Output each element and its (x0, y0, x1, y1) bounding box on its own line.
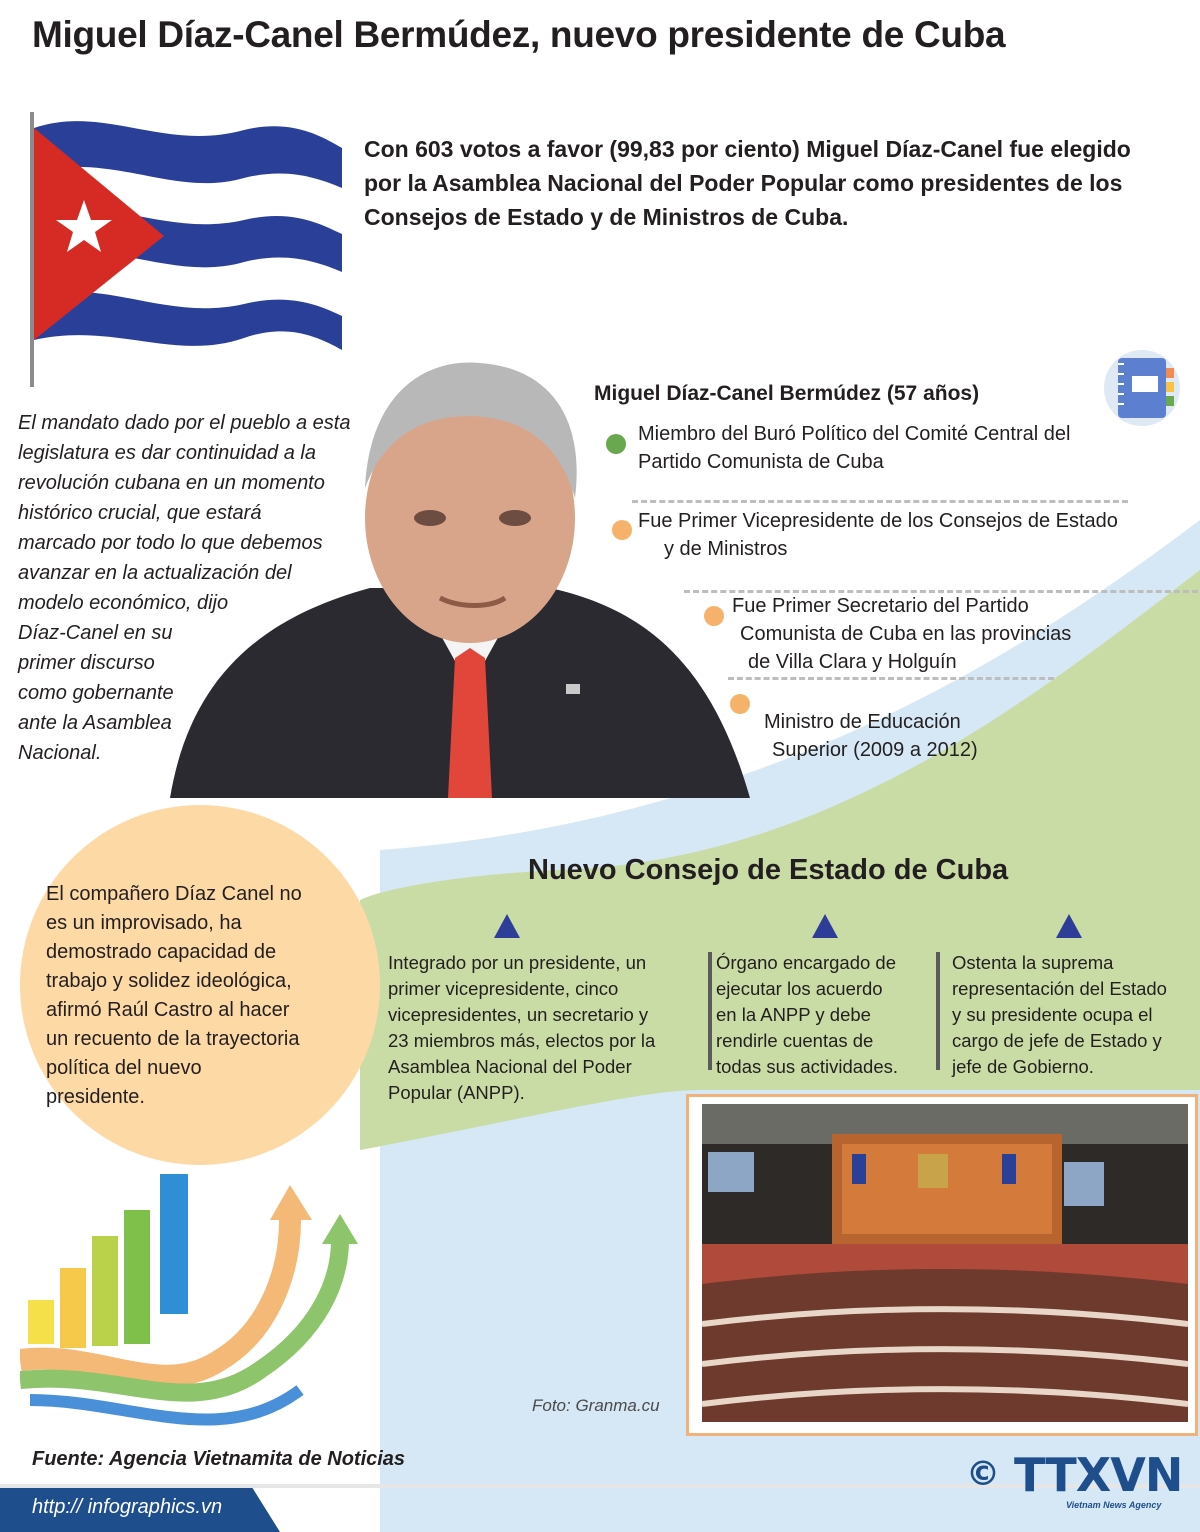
quote-line: modelo económico, dijo (18, 592, 229, 614)
triangle-icon (1056, 914, 1082, 938)
consejo-line: primer vicepresidente, cinco (388, 978, 619, 999)
bio-bullet-dot (730, 694, 750, 714)
circle-quote-line: política del nuevo (46, 1057, 202, 1079)
bio-item-line: y de Ministros (664, 538, 788, 560)
quote-line: Nacional. (18, 742, 102, 764)
consejo-line: en la ANPP y debe (716, 1004, 871, 1025)
website-url[interactable]: http:// infographics.vn (32, 1496, 223, 1518)
column-divider (936, 952, 940, 1070)
divider (728, 677, 1054, 680)
notebook-icon (1102, 350, 1182, 426)
bio-item (638, 507, 1118, 563)
bio-title: Miguel Díaz-Canel Bermúdez (57 años) (594, 382, 980, 405)
circle-quote-line: afirmó Raúl Castro al hacer (46, 999, 290, 1021)
triangle-icon (812, 914, 838, 938)
bio-item-line: Fue Primer Vicepresidente de los Consejos de Estado (638, 510, 1118, 532)
triangle-icon (494, 914, 520, 938)
bio-bullet-dot (704, 606, 724, 626)
quote-line: revolución cubana en un momento (18, 472, 325, 494)
quote-line: legislatura es dar continuidad a la (18, 442, 316, 464)
consejo-line: 23 miembros más, electos por la (388, 1030, 656, 1051)
circle-quote-line: El compañero Díaz Canel no (46, 883, 302, 905)
consejo-column (716, 950, 898, 1080)
circle-quote-line: es un improvisado, ha (46, 912, 242, 934)
consejo-column (952, 950, 1167, 1080)
bio-item (764, 708, 978, 764)
bio-item (732, 592, 1071, 676)
quote-line: histórico crucial, que estará (18, 502, 262, 524)
consejo-line: Ostenta la suprema (952, 952, 1114, 973)
quote-line: como gobernante (18, 682, 174, 704)
consejo-line: ejecutar los acuerdo (716, 978, 883, 999)
circle-quote-line: un recuento de la trayectoria (46, 1028, 300, 1050)
consejo-line: cargo de jefe de Estado y (952, 1030, 1162, 1051)
page-title: Miguel Díaz-Canel Bermúdez, nuevo presidente de Cuba (32, 14, 1006, 55)
bio-item-line: Comunista de Cuba en las provincias (740, 623, 1072, 645)
bio-item-line: Miembro del Buró Político del Comité Central del (638, 423, 1071, 445)
growth-bars-illustration (20, 1160, 360, 1450)
bio-item-line: Partido Comunista de Cuba (638, 451, 884, 473)
bio-item (638, 420, 1070, 476)
circle-quote (46, 880, 302, 1112)
logo-tagline: Vietnam News Agency (1066, 1500, 1162, 1510)
copyright-symbol: © (966, 1454, 1000, 1494)
intro-paragraph: Con 603 votos a favor (99,83 por ciento) Miguel Díaz-Canel fue elegido por la Asamblea Nacional del Poder Popular como presidentes de los Consejos de Estado y de Ministros de Cuba. (364, 136, 1131, 230)
assembly-photo (702, 1104, 1188, 1422)
consejo-line: Integrado por un presidente, un (388, 952, 647, 973)
circle-quote-line: trabajo y solidez ideológica, (46, 970, 292, 992)
circle-quote-line: presidente. (46, 1086, 145, 1108)
circle-quote-line: demostrado capacidad de (46, 941, 277, 963)
bio-item-line: Superior (2009 a 2012) (772, 739, 978, 761)
left-quote (18, 408, 378, 768)
consejo-title: Nuevo Consejo de Estado de Cuba (528, 854, 1009, 886)
cuban-flag-image (24, 112, 354, 392)
consejo-line: y su presidente ocupa el (952, 1004, 1153, 1025)
consejo-line: Órgano encargado de (716, 952, 896, 973)
consejo-line: representación del Estado (952, 978, 1167, 999)
quote-line: primer discurso (18, 652, 155, 674)
column-divider (708, 952, 712, 1070)
consejo-line: Asamblea Nacional del Poder (388, 1056, 632, 1077)
logo-name: TTXVN (1014, 1448, 1183, 1502)
bio-item-line: Ministro de Educación (764, 711, 961, 733)
bio-bullet-dot (612, 520, 632, 540)
consejo-line: Popular (ANPP). (388, 1082, 525, 1103)
bio-bullet-dot (606, 434, 626, 454)
quote-line: ante la Asamblea (18, 712, 172, 734)
consejo-line: rendirle cuentas de (716, 1030, 874, 1051)
quote-line: avanzar en la actualización del (18, 562, 292, 584)
consejo-line: jefe de Gobierno. (952, 1056, 1094, 1077)
consejo-line: todas sus actividades. (716, 1056, 899, 1077)
consejo-column (388, 950, 655, 1106)
bio-item-line: de Villa Clara y Holguín (748, 651, 957, 673)
quote-line: marcado por todo lo que debemos (18, 532, 323, 554)
divider (632, 500, 1128, 503)
quote-line: Díaz-Canel en su (18, 622, 173, 644)
source-text: Fuente: Agencia Vietnamita de Noticias (32, 1448, 406, 1470)
quote-line: El mandato dado por el pueblo a esta (18, 412, 351, 434)
bio-item-line: Fue Primer Secretario del Partido (732, 595, 1029, 617)
photo-credit: Foto: Granma.cu (532, 1396, 660, 1415)
consejo-line: vicepresidentes, un secretario y (388, 1004, 649, 1025)
